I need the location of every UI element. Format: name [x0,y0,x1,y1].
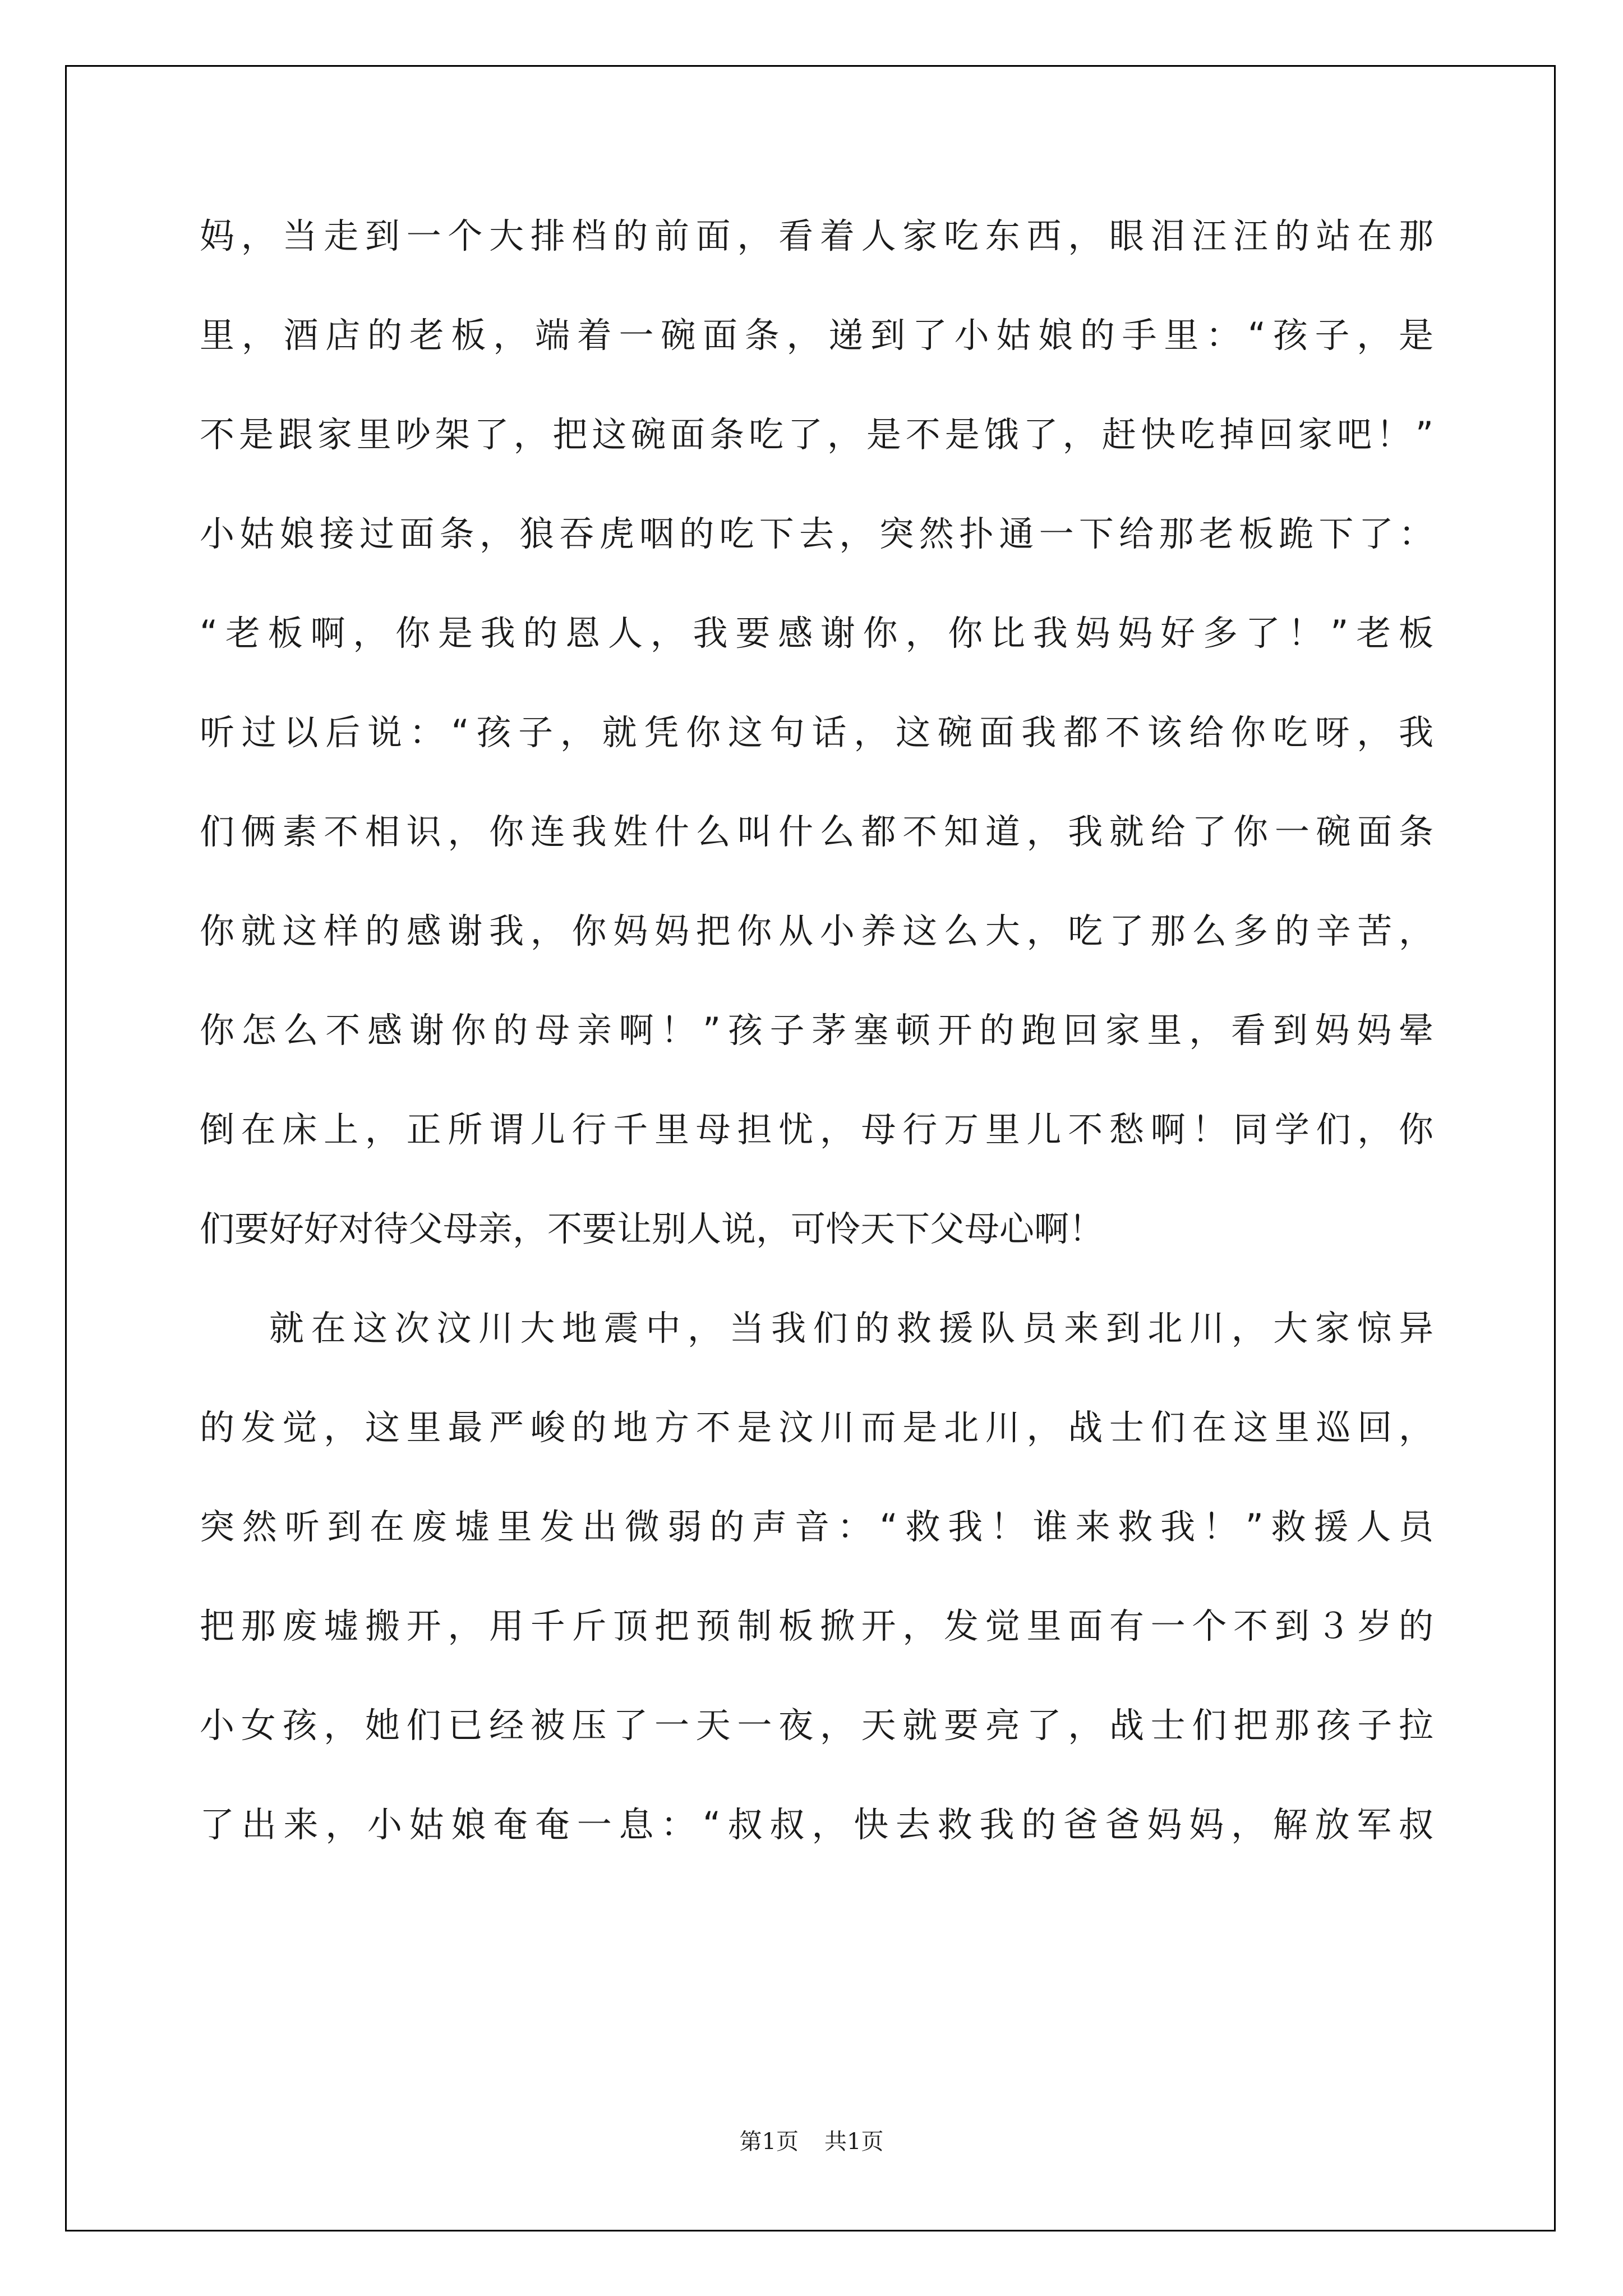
text-line: 们俩素不相识，你连我姓什么叫什么都不知道，我就给了你一碗面条 [200,811,1433,852]
text-line: 的发觉，这里最严峻的地方不是汶川而是北川，战士们在这里巡回， [200,1407,1433,1448]
text-line: 你怎么不感谢你的母亲啊！”孩子茅塞顿开的跑回家里，看到妈妈晕 [200,1010,1433,1051]
text-line: 突然听到在废墟里发出微弱的声音：“救我！谁来救我！”救援人员 [200,1506,1433,1547]
text-line: 你就这样的感谢我，你妈妈把你从小养这么大，吃了那么多的辛苦， [200,910,1433,951]
document-body [200,215,1433,1907]
text-line: 小姑娘接过面条，狼吞虎咽的吃下去，突然扑通一下给那老板跪下了： [200,513,1433,554]
paragraph-end-line: 们要好好对待父母亲，不要让别人说，可怜天下父母心啊！ [200,1208,1104,1249]
text-line: 不是跟家里吵架了，把这碗面条吃了，是不是饿了，赶快吃掉回家吧！” [200,414,1433,455]
page-number-total: 共1页 [824,2129,884,2155]
text-line: “老板啊，你是我的恩人，我要感谢你，你比我妈妈好多了！”老板 [200,613,1433,654]
text-line: 里，酒店的老板，端着一碗面条，递到了小姑娘的手里：“孩子，是 [200,315,1433,356]
page-number-current: 第1页 [739,2129,799,2155]
text-line: 把那废墟搬开，用千斤顶把预制板掀开，发觉里面有一个不到３岁的 [200,1605,1433,1646]
text-line: 妈，当走到一个大排档的前面，看着人家吃东西，眼泪汪汪的站在那 [200,215,1433,256]
text-line: 了出来，小姑娘奄奄一息：“叔叔，快去救我的爸爸妈妈，解放军叔 [200,1804,1433,1845]
page-footer [0,2124,1623,2156]
paragraph-start-line: 就在这次汶川大地震中，当我们的救援队员来到北川，大家惊异 [269,1308,1433,1349]
text-line: 听过以后说：“孩子，就凭你这句话，这碗面我都不该给你吃呀，我 [200,712,1433,753]
text-line: 倒在床上，正所谓儿行千里母担忧，母行万里儿不愁啊！同学们，你 [200,1109,1433,1150]
text-line: 小女孩，她们已经被压了一天一夜，天就要亮了，战士们把那孩子拉 [200,1705,1433,1746]
